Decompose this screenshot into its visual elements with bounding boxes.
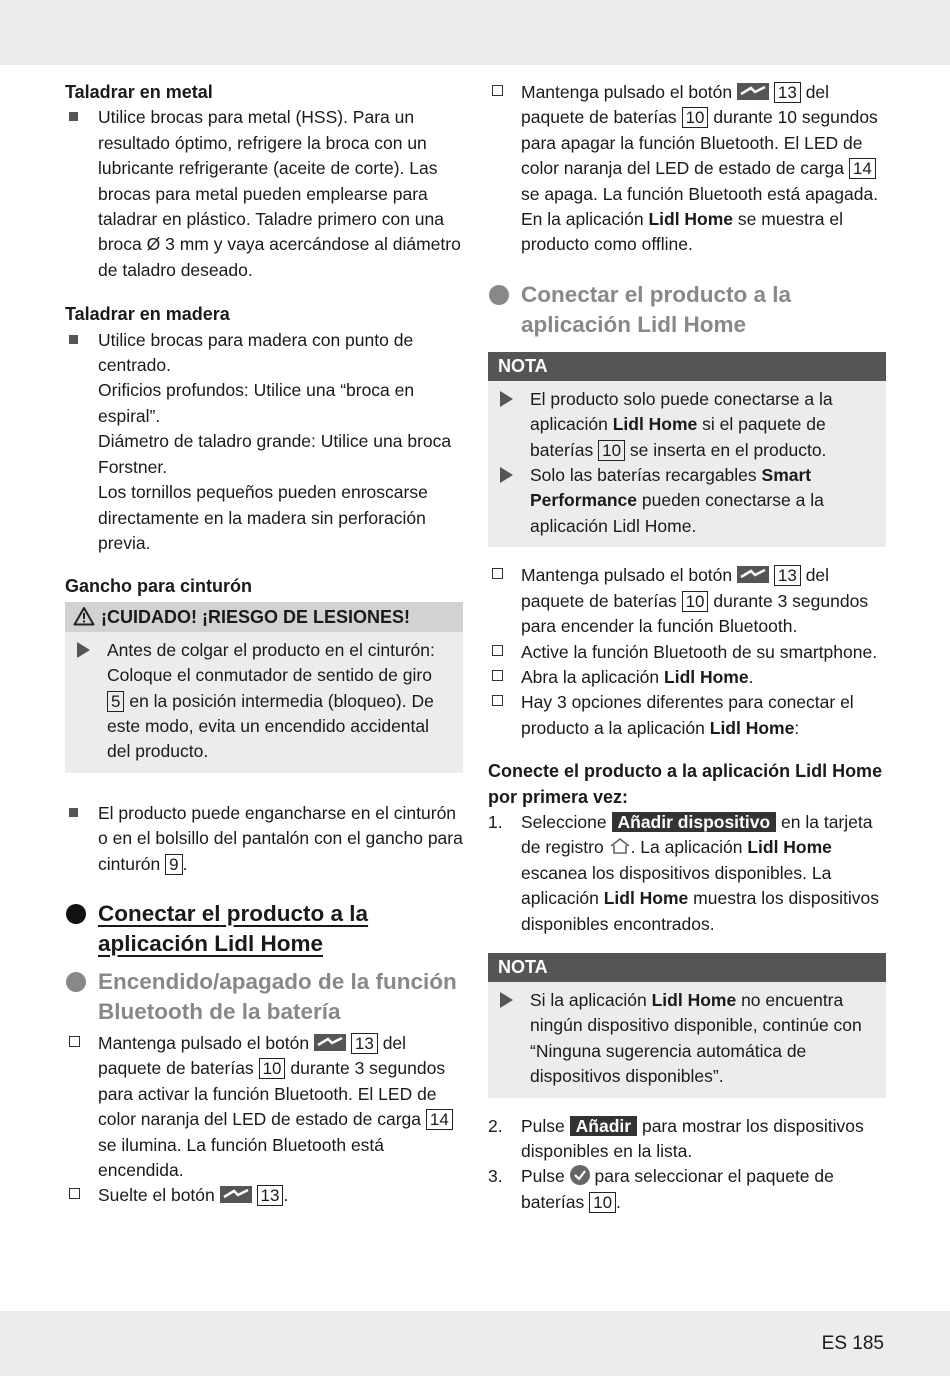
arrow-bullet-icon xyxy=(77,642,90,658)
section-heading-connect: Conectar el producto a la aplicación Lidl Home xyxy=(65,899,463,959)
add-device-button-label: Añadir dispositivo xyxy=(612,812,777,832)
reference-number: 13 xyxy=(774,565,801,586)
add-button-label: Añadir xyxy=(570,1116,637,1136)
checkbox-bullet-icon xyxy=(492,670,503,681)
list-item: Utilice brocas para metal (HSS). Para un resultado óptimo, refrigere la broca con un lubricante refrigerante (aceite de corte). Las brocas para metal pueden emplearse para taladrar en plástico. Taladre primero con una broca Ø 3 mm y vaya acercándose al diámetro de taladro deseado. xyxy=(65,105,463,283)
list-item: Suelte el botón 13 . xyxy=(65,1183,463,1208)
bluetooth-button-icon xyxy=(220,1186,252,1203)
warning-box xyxy=(65,602,463,773)
list-item: Si la aplicación Lidl Home no encuentra ningún dispositivo disponible, continúe con “Ninguna sugerencia automática de dispositivos disponibles”. xyxy=(498,988,876,1090)
heading-wood: Taladrar en madera xyxy=(65,304,230,325)
section-heading-bluetooth: Encendido/apagado de la función Bluetooth de la batería xyxy=(65,967,463,1027)
bluetooth-button-icon xyxy=(314,1034,346,1051)
reference-number: 14 xyxy=(426,1109,453,1130)
checkmark-circle-icon xyxy=(570,1165,590,1185)
note-box xyxy=(488,953,886,1098)
arrow-bullet-icon xyxy=(500,467,513,483)
reference-number: 10 xyxy=(589,1192,616,1213)
reference-number: 10 xyxy=(259,1058,286,1079)
reference-number: 10 xyxy=(598,440,625,461)
note-box xyxy=(488,352,886,547)
list-item: Mantenga pulsado el botón 13 del paquete de baterías 10 durante 3 segundos para activar la función Bluetooth. El LED de color naranja del LED de estado de carga 14 se ilumina. La función Bluetooth está encendida. xyxy=(65,1031,463,1183)
bluetooth-button-icon xyxy=(737,566,769,583)
list-item: El producto puede engancharse en el cinturón o en el bolsillo del pantalón con el gancho para cinturón 9 . xyxy=(65,801,463,877)
list-item: Hay 3 opciones diferentes para conectar el producto a la aplicación Lidl Home: xyxy=(488,690,886,741)
list-item: Antes de colgar el producto en el cinturón: Coloque el conmutador de sentido de giro 5 en la posición intermedia (bloqueo). De este modo, evita un encendido accidental del producto. xyxy=(75,638,453,765)
reference-number: 10 xyxy=(682,591,709,612)
note-header: NOTA xyxy=(488,352,886,381)
reference-number: 13 xyxy=(774,82,801,103)
reference-number: 13 xyxy=(351,1033,378,1054)
section-heading-connect-app: Conectar el producto a la aplicación Lidl Home xyxy=(488,280,886,340)
list-item: Active la función Bluetooth de su smartphone. xyxy=(488,640,886,665)
arrow-bullet-icon xyxy=(500,992,513,1008)
reference-number: 14 xyxy=(849,158,876,179)
page-number: ES 185 xyxy=(821,1333,884,1354)
page-header-band xyxy=(0,0,950,65)
checkbox-bullet-icon xyxy=(492,85,503,96)
note-header: NOTA xyxy=(488,953,886,982)
left-column xyxy=(65,80,463,1209)
square-bullet-icon xyxy=(69,112,78,121)
checkbox-bullet-icon xyxy=(492,645,503,656)
square-bullet-icon xyxy=(69,808,78,817)
reference-number: 10 xyxy=(682,107,709,128)
list-item: Abra la aplicación Lidl Home. xyxy=(488,665,886,690)
numbered-item: 2. Pulse Añadir para mostrar los dispositivos disponibles en la lista. xyxy=(488,1115,864,1161)
checkbox-bullet-icon xyxy=(69,1036,80,1047)
reference-number: 13 xyxy=(257,1185,284,1206)
list-item: Solo las baterías recargables Smart Performance pueden conectarse a la aplicación Lidl Home. xyxy=(498,463,876,539)
reference-number: 9 xyxy=(165,854,182,875)
list-item: Utilice brocas para madera con punto de centrado. Orificios profundos: Utilice una “broca en espiral”. Diámetro de taladro grande: Utilice una broca Forstner. Los tornillos pequeños pueden enroscarse directamente en la madera sin perforación previa. xyxy=(65,328,463,557)
heading-belt-hook: Gancho para cinturón xyxy=(65,576,253,597)
bullet-dot-icon xyxy=(66,972,86,992)
checkbox-bullet-icon xyxy=(69,1188,80,1199)
right-column xyxy=(488,80,886,1215)
arrow-bullet-icon xyxy=(500,391,513,407)
reference-number: 5 xyxy=(107,691,124,712)
bluetooth-button-icon xyxy=(737,83,769,100)
square-bullet-icon xyxy=(69,335,78,344)
bullet-dot-icon xyxy=(66,904,86,924)
warning-triangle-icon xyxy=(73,606,95,626)
checkbox-bullet-icon xyxy=(492,568,503,579)
heading-metal: Taladrar en metal xyxy=(65,82,213,102)
list-item: El producto solo puede conectarse a la aplicación Lidl Home si el paquete de baterías 10 se inserta en el producto. xyxy=(498,387,876,463)
warning-header: ¡CUIDADO! ¡RIESGO DE LESIONES! xyxy=(65,602,463,632)
heading-first-connection: Conecte el producto a la aplicación Lidl Home por primera vez: xyxy=(488,761,883,807)
bullet-dot-icon xyxy=(489,285,509,305)
home-icon xyxy=(609,837,631,855)
numbered-item: 1. Seleccione Añadir dispositivo en la tarjeta de registro . La aplicación Lidl Home escanea los dispositivos disponibles. La aplicación Lidl Home muestra los dispositivos disponibles encontrados. xyxy=(488,811,879,934)
checkbox-bullet-icon xyxy=(492,695,503,706)
numbered-item: 3. Pulse para seleccionar el paquete de baterías 10 . xyxy=(488,1166,834,1212)
list-item: Mantenga pulsado el botón 13 del paquete de baterías 10 durante 10 segundos para apagar la función Bluetooth. El LED de color naranja del LED de estado de carga 14 se apaga. La función Bluetooth está apagada. En la aplicación Lidl Home se muestra el producto como offline. xyxy=(488,80,886,258)
list-item: Mantenga pulsado el botón 13 del paquete de baterías 10 durante 3 segundos para encender la función Bluetooth. xyxy=(488,563,886,639)
page-footer-band xyxy=(0,1311,950,1376)
